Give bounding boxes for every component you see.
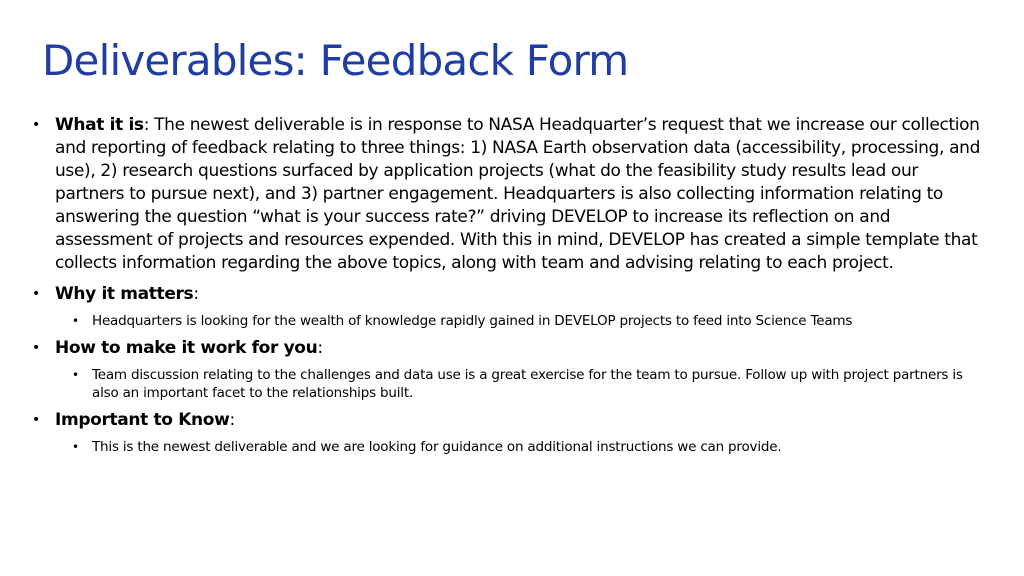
bullet-dot-icon: • — [72, 440, 79, 454]
bullet-dot-icon: • — [32, 340, 40, 356]
bullet-body: The newest deliverable is in response to NASA Headquarter’s request that we increase our collection and reporting of feedback relating to three things: 1) NASA Earth observation data (accessibility, processing, and use), 2) research questions surfaced by application projects (what do the feasibility study results lead our partners to pursue next), and 3) partner engagement. Headquarters is also collecting information relating to answering the question “what is your success rate?” driving DEVELOP to increase its reflection on and assessment of projects and resources expended. With this in mind, DEVELOP has created a simple template that collects information regarding the above topics, along with team and advising relating to each project. — [55, 115, 981, 273]
bullet-text — [55, 114, 988, 275]
bullet-dot-icon: • — [72, 314, 79, 328]
bullet-important-to-know — [30, 409, 988, 432]
bullet-heading: Important to Know — [55, 410, 230, 430]
sub-bullet-important-to-know — [70, 438, 988, 456]
bullet-dot-icon: • — [32, 412, 40, 428]
bullet-text — [55, 337, 988, 360]
bullet-text — [55, 283, 988, 306]
bullet-heading: Why it matters — [55, 284, 194, 304]
bullet-dot-icon: • — [32, 117, 40, 133]
bullet-heading: What it is — [55, 115, 144, 135]
bullet-list — [30, 114, 988, 463]
bullet-dot-icon: • — [72, 368, 79, 382]
bullet-how-to-make-it-work — [30, 337, 988, 360]
bullet-separator: : — [143, 115, 155, 135]
sub-bullet-how-to-make-it-work — [70, 366, 988, 402]
bullet-separator: : — [193, 284, 199, 304]
bullet-why-it-matters — [30, 283, 988, 306]
bullet-separator: : — [229, 410, 235, 430]
bullet-heading: How to make it work for you — [55, 338, 318, 358]
bullet-what-it-is — [30, 114, 988, 275]
bullet-text — [55, 409, 988, 432]
sub-bullet-why-it-matters — [70, 312, 988, 330]
bullet-separator: : — [317, 338, 323, 358]
slide-title: Deliverables: Feedback Form — [42, 36, 629, 85]
sub-bullet-text: Headquarters is looking for the wealth of knowledge rapidly gained in DEVELOP projects to feed into Science Teams — [92, 313, 853, 329]
sub-bullet-text: This is the newest deliverable and we are looking for guidance on additional instructions we can provide. — [92, 439, 782, 455]
sub-bullet-text: Team discussion relating to the challenges and data use is a great exercise for the team to pursue. Follow up with project partners is also an important facet to the relationships built. — [92, 367, 963, 401]
bullet-dot-icon: • — [32, 286, 40, 302]
